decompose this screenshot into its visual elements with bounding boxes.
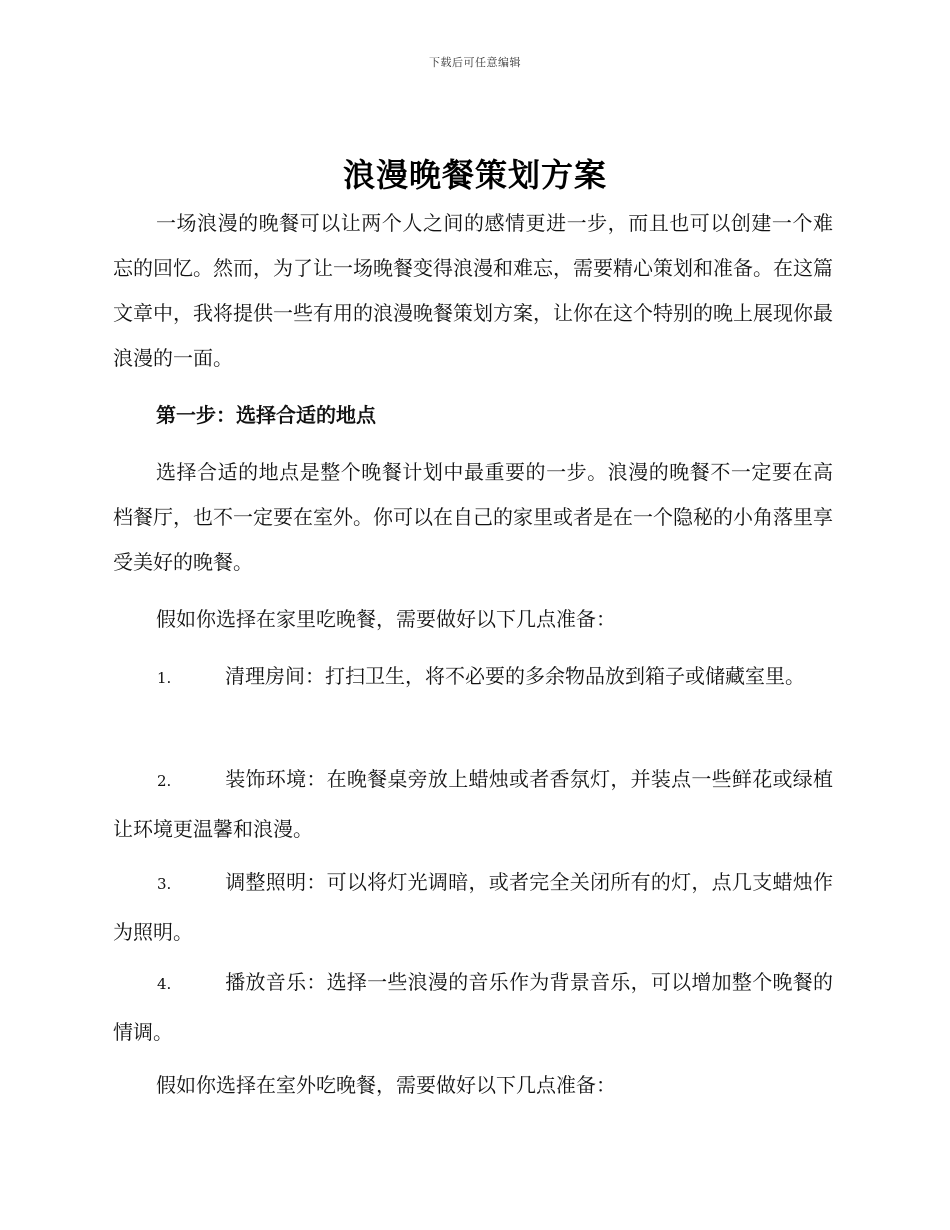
step1-heading: 第一步：选择合适的地点 (156, 403, 376, 427)
step1-paragraph: 选择合适的地点是整个晚餐计划中最重要的一步。浪漫的晚餐不一定要在高档餐厅，也不一定要在室外。你可以在自己的家里或者是在一个隐秘的小角落里享受美好的晚餐。 (113, 460, 833, 574)
outdoor-intro-paragraph: 假如你选择在室外吃晚餐，需要做好以下几点准备： (156, 1073, 616, 1097)
list-item-number: 2. (157, 772, 172, 790)
intro-paragraph: 一场浪漫的晚餐可以让两个人之间的感情更进一步，而且也可以创建一个难忘的回忆。然而，为了让一场晚餐变得浪漫和难忘，需要精心策划和准备。在这篇文章中，我将提供一些有用的浪漫晚餐策划方案，让你在这个特别的晚上展现你最浪漫的一面。 (113, 211, 833, 370)
list-item-number: 3. (157, 875, 172, 893)
list-item (113, 652, 833, 702)
list-item-number: 1. (157, 669, 172, 687)
list-item-text: 播放音乐：选择一些浪漫的音乐作为背景音乐，可以增加整个晚餐的情调。 (113, 970, 833, 1044)
header-note: 下载后可任意编辑 (429, 56, 521, 69)
list-item (113, 755, 833, 853)
list-item-text: 清理房间：打扫卫生，将不必要的多余物品放到箱子或储藏室里。 (225, 664, 805, 688)
list-item-text: 装饰环境：在晚餐桌旁放上蜡烛或者香氛灯，并装点一些鲜花或绿植让环境更温馨和浪漫。 (113, 767, 833, 841)
list-item-text: 调整照明：可以将灯光调暗，或者完全关闭所有的灯，点几支蜡烛作为照明。 (113, 870, 833, 944)
list-item (113, 858, 833, 956)
list-item (113, 958, 833, 1056)
document-title: 浪漫晚餐策划方案 (342, 156, 607, 194)
home-intro-paragraph: 假如你选择在家里吃晚餐，需要做好以下几点准备： (156, 607, 616, 631)
list-item-number: 4. (157, 975, 172, 993)
